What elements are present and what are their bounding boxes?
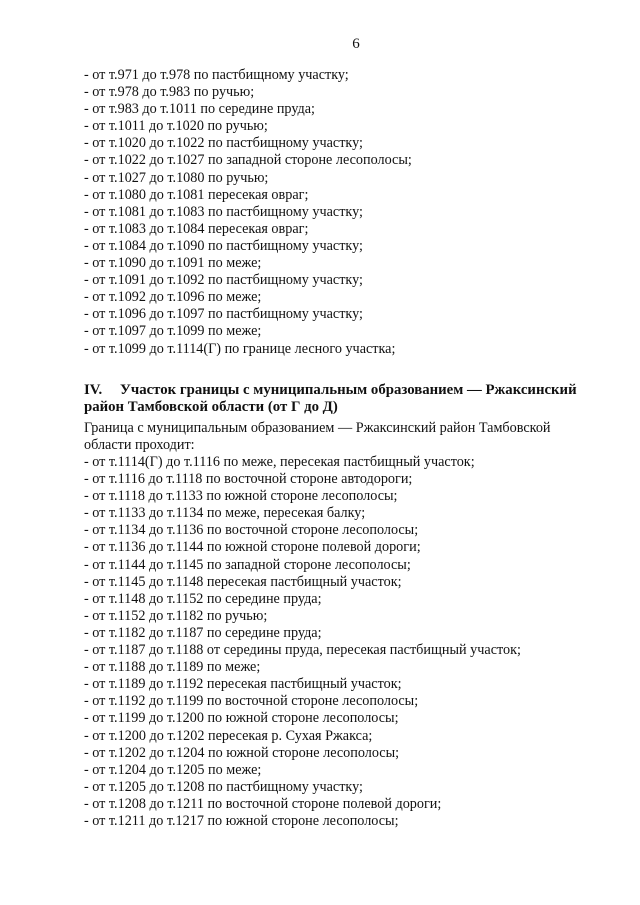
list-item: - от т.1114(Г) до т.1116 по меже, пересекая пастбищный участок; (84, 454, 475, 470)
list-item: - от т.1200 до т.1202 пересекая р. Сухая Ржакса; (84, 727, 373, 744)
list-item: - от т.1192 до т.1199 по восточной стороне лесополосы; (84, 693, 419, 710)
list-item: - от т.1189 до т.1192 пересекая пастбищный участок; (84, 676, 402, 693)
section-title: Участок границы с муниципальным образованием — Ржаксинский район Тамбовской области (от Г до Д) (84, 382, 577, 415)
list-item: - от т.971 до т.978 по пастбищному участку; (84, 67, 349, 83)
boundary-list-top (84, 67, 412, 358)
list-item: - от т.1182 до т.1187 по середине пруда; (84, 624, 322, 641)
list-item: - от т.1084 до т.1090 по пастбищному участку; (84, 237, 363, 254)
list-item: - от т.1080 до т.1081 пересекая овраг; (84, 186, 309, 203)
list-item: - от т.983 до т.1011 по середине пруда; (84, 101, 315, 118)
list-item: - от т.1081 до т.1083 по пастбищному участку; (84, 203, 363, 220)
list-item: - от т.1202 до т.1204 по южной стороне лесополосы; (84, 744, 400, 761)
list-item: - от т.1092 до т.1096 по меже; (84, 289, 262, 306)
list-item: - от т.1096 до т.1097 по пастбищному участку; (84, 306, 363, 323)
list-item: - от т.1148 до т.1152 по середине пруда; (84, 590, 322, 607)
section-heading (84, 382, 594, 416)
list-item: - от т.1145 до т.1148 пересекая пастбищный участок; (84, 573, 402, 590)
list-item: - от т.1091 до т.1092 по пастбищному участку; (84, 272, 363, 289)
list-item: - от т.1211 до т.1217 по южной стороне лесополосы; (84, 812, 399, 829)
list-item: - от т.1083 до т.1084 пересекая овраг; (84, 220, 309, 237)
list-item: - от т.1011 до т.1020 по ручью; (84, 118, 268, 135)
list-item: - от т.1027 до т.1080 по ручью; (84, 169, 269, 186)
list-item: - от т.1204 до т.1205 по меже; (84, 761, 262, 778)
list-item: - от т.1199 до т.1200 по южной стороне лесополосы; (84, 710, 399, 727)
list-item: - от т.1090 до т.1091 по меже; (84, 255, 262, 272)
list-item: - от т.1116 до т.1118 по восточной стороне автодороги; (84, 471, 413, 488)
list-item: - от т.1133 до т.1134 по меже, пересекая балку; (84, 505, 366, 522)
list-item: - от т.1136 до т.1144 по южной стороне полевой дороги; (84, 539, 421, 556)
list-item: - от т.1134 до т.1136 по восточной стороне лесополосы; (84, 522, 419, 539)
boundary-list-bottom (84, 454, 521, 830)
list-item: - от т.1118 до т.1133 по южной стороне лесополосы; (84, 488, 398, 505)
list-item: - от т.978 до т.983 по ручью; (84, 84, 255, 101)
list-item: - от т.1144 до т.1145 по западной стороне лесополосы; (84, 556, 411, 573)
list-item: - от т.1152 до т.1182 по ручью; (84, 607, 268, 624)
list-item: - от т.1097 до т.1099 по меже; (84, 323, 262, 340)
list-item: - от т.1020 до т.1022 по пастбищному участку; (84, 135, 363, 152)
list-item: - от т.1208 до т.1211 по восточной стороне полевой дороги; (84, 795, 442, 812)
page-number: 6 (352, 36, 360, 52)
list-item: - от т.1187 до т.1188 от середины пруда, пересекая пастбищный участок; (84, 642, 521, 659)
list-item: - от т.1099 до т.1114(Г) по границе лесного участка; (84, 340, 396, 357)
section-intro: Граница с муниципальным образованием — Ржаксинский район Тамбовской области проходит: (84, 420, 551, 453)
list-item: - от т.1205 до т.1208 по пастбищному участку; (84, 778, 363, 795)
section-number: IV. (84, 382, 103, 398)
list-item: - от т.1022 до т.1027 по западной стороне лесополосы; (84, 152, 412, 169)
list-item: - от т.1188 до т.1189 по меже; (84, 659, 261, 676)
